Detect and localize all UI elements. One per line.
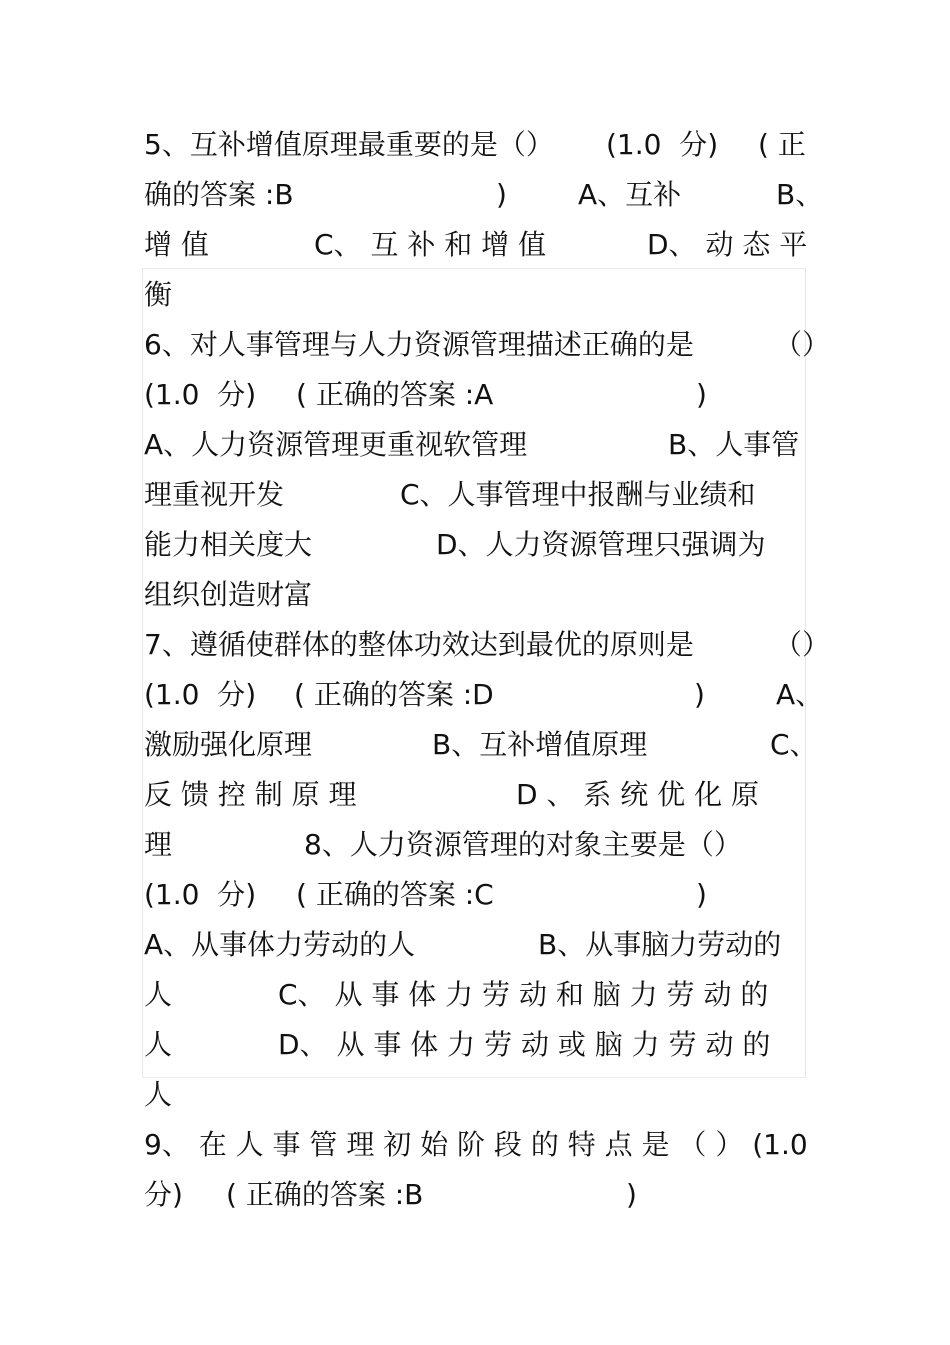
q5-option-d: D、 动 态 平	[647, 228, 808, 261]
q6-option-c: C、人事管理中报酬与业绩和	[400, 478, 756, 511]
q8-option-c: C、 从 事 体 力 劳 动 和 脑 力 劳 动 的	[278, 978, 769, 1011]
q6-option-b: B、人事管	[668, 428, 800, 461]
q8-answer-key: ( 正确的答案 :C	[296, 878, 494, 911]
q9-score: 分)	[144, 1178, 183, 1211]
q7-option-c-label: C、	[770, 728, 818, 761]
q6-answer-close: )	[696, 378, 707, 411]
q5-option-a: A、互补	[578, 178, 682, 211]
q7-option-b: B、互补增值原理	[432, 728, 648, 761]
q7-option-c-text: 反 馈 控 制 原 理	[144, 778, 357, 811]
q5-answer-open: ( 正	[758, 128, 806, 161]
q6-answer-key: ( 正确的答案 :A	[296, 378, 494, 411]
question-8-line-1	[144, 824, 804, 866]
question-5-line-2	[144, 174, 824, 216]
q7-option-a-label: A、	[776, 678, 824, 711]
question-6-line-3	[144, 424, 804, 466]
q7-option-d-tail: 理	[144, 828, 173, 861]
q8-option-b-tail: 人	[144, 978, 173, 1011]
q5-option-c: C、 互 补 和 增 值	[314, 228, 547, 261]
q8-option-a: A、从事体力劳动的人	[144, 928, 416, 961]
question-5-line-1	[144, 124, 804, 166]
q7-answer-key: ( 正确的答案 :D	[294, 678, 494, 711]
q7-answer-close: )	[694, 678, 705, 711]
q5-answer-close: )	[496, 178, 507, 211]
q9-answer-close: )	[626, 1178, 637, 1211]
question-7-line-1	[144, 624, 831, 666]
q9-answer-key: ( 正确的答案 :B	[226, 1178, 424, 1211]
q6-option-b-tail: 理重视开发	[144, 478, 285, 511]
q8-option-d-tail: 人	[144, 1078, 173, 1111]
question-8-line-5	[144, 1024, 804, 1066]
question-8-line-3	[144, 924, 804, 966]
q6-option-d-tail: 组织创造财富	[144, 578, 313, 611]
q5-option-b-label: B、	[776, 178, 824, 211]
question-6-line-6	[144, 574, 804, 616]
question-6-line-2	[144, 374, 804, 416]
q6-option-a: A、人力资源管理更重视软管理	[144, 428, 528, 461]
question-9-line-1	[144, 1124, 808, 1166]
q8-option-b: B、从事脑力劳动的	[538, 928, 782, 961]
question-6-line-1	[144, 324, 831, 366]
q8-score: (1.0 分)	[144, 878, 257, 911]
q5-option-b-text: 增 值	[144, 228, 209, 261]
q5-score: (1.0 分)	[606, 128, 719, 161]
question-8-line-2	[144, 874, 804, 916]
question-9-line-2	[144, 1174, 804, 1216]
question-5-line-4	[144, 274, 804, 316]
question-6-line-5	[144, 524, 804, 566]
q6-option-c-tail: 能力相关度大	[144, 528, 313, 561]
q9-stem: 9、 在 人 事 管 理 初 始 阶 段 的 特 点 是 （ ） (1.0	[144, 1128, 808, 1161]
question-5-line-3	[144, 224, 808, 266]
q6-score: (1.0 分)	[144, 378, 257, 411]
question-6-line-4	[144, 474, 804, 516]
q7-blank: （）	[774, 628, 831, 661]
q5-answer-key: 确的答案 :B	[144, 178, 294, 211]
question-7-line-3	[144, 724, 818, 766]
q8-stem: 8、人力资源管理的对象主要是（）	[304, 828, 742, 861]
q8-option-c-tail: 人	[144, 1028, 173, 1061]
q6-option-d: D、人力资源管理只强调为	[436, 528, 766, 561]
question-8-line-4	[144, 974, 804, 1016]
q8-option-d: D、 从 事 体 力 劳 动 或 脑 力 劳 动 的	[278, 1028, 771, 1061]
q5-stem: 5、互补增值原理最重要的是（）	[144, 128, 554, 161]
q7-stem: 7、遵循使群体的整体功效达到最优的原则是	[144, 628, 694, 661]
q7-score: (1.0 分)	[144, 678, 257, 711]
q7-option-d: D 、 系 统 优 化 原	[516, 778, 759, 811]
question-7-line-4	[144, 774, 804, 816]
q5-option-d-tail: 衡	[144, 278, 173, 311]
q8-answer-close: )	[696, 878, 707, 911]
q7-option-a-text: 激励强化原理	[144, 728, 313, 761]
q6-blank: （）	[774, 328, 831, 361]
question-8-line-6	[144, 1074, 804, 1116]
question-7-line-2	[144, 674, 824, 716]
q6-stem: 6、对人事管理与人力资源管理描述正确的是	[144, 328, 694, 361]
